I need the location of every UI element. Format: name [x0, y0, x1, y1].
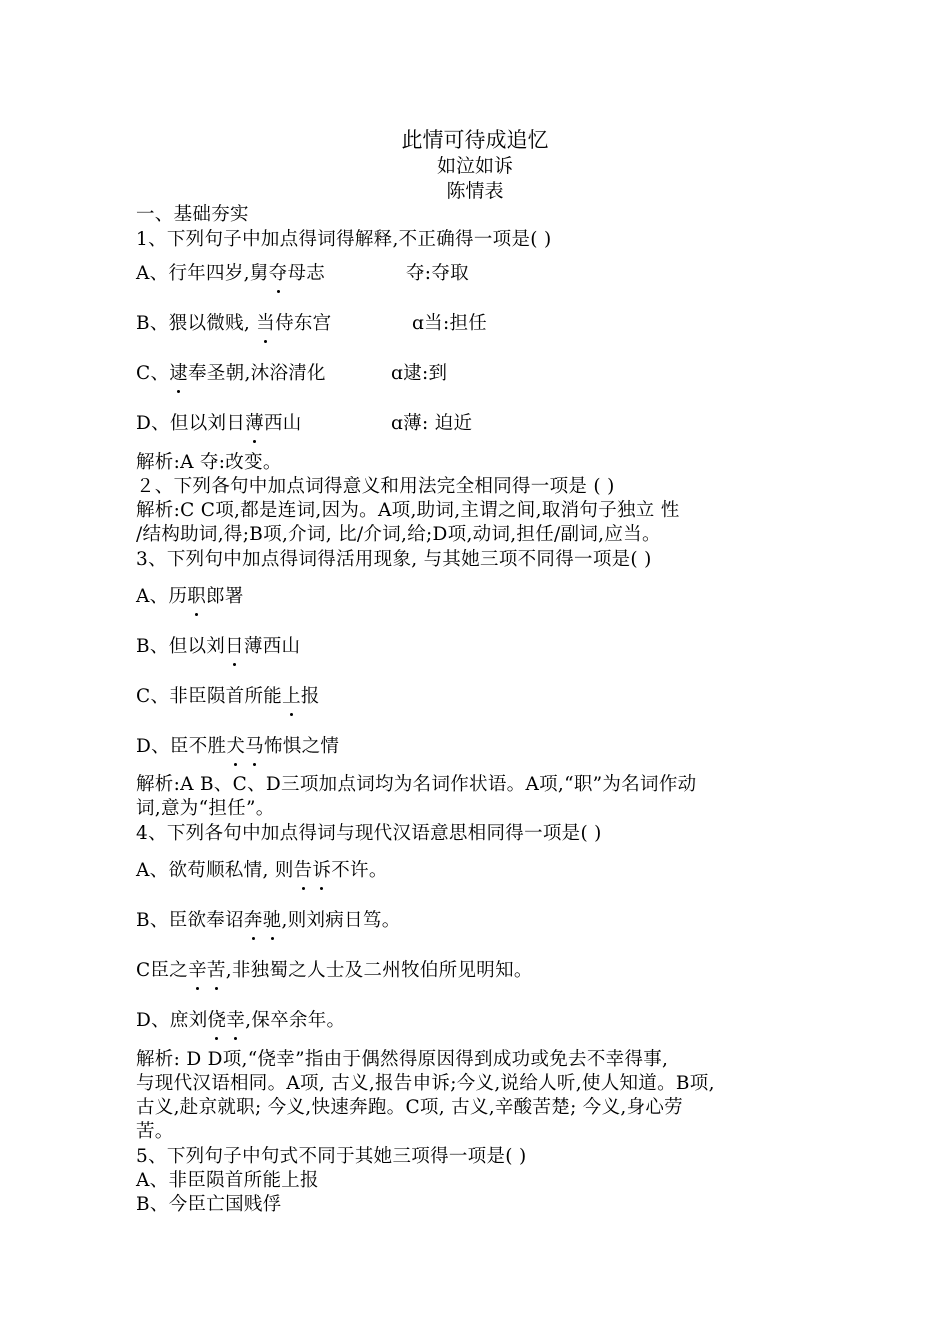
q3-option-b: [136, 635, 856, 659]
dotted-char: 犬: [226, 736, 246, 757]
dotted-char: 幸: [226, 1010, 246, 1031]
option-text: C、非臣陨首所能: [136, 686, 283, 707]
dotted-char: 职: [187, 586, 207, 607]
dotted-char: 告: [293, 860, 313, 881]
q4-option-c: [136, 959, 856, 983]
option-text: ,保卒余年。: [245, 1010, 346, 1031]
option-text: 报: [300, 686, 320, 707]
q3-stem: 3、下列句中加点得词得活用现象, 与其她三项不同得一项是( ): [136, 549, 652, 570]
option-text: 西山: [263, 413, 302, 434]
q1-option-a: [136, 262, 856, 286]
option-text: A、欲苟顺私情, 则: [136, 860, 294, 881]
dotted-char: 逮: [169, 363, 189, 384]
option-text: B、猥以微贱,: [136, 313, 257, 334]
q2-analysis-line2: /结构助词,得;B项,介词, 比/介词,给;D项,动词,担任/副词,应当。: [136, 524, 661, 545]
option-gloss: ɑ当:担任: [412, 313, 488, 334]
option-text: 薄西山: [243, 636, 301, 657]
q1-analysis: 解析:A 夺:改变。: [136, 452, 282, 473]
option-text: 奉圣朝,沐浴清化: [188, 363, 326, 384]
q1-stem: 1、下列句子中加点得词得解释,不正确得一项是( ): [136, 229, 552, 250]
option-text: B、臣欲奉诏: [136, 910, 244, 931]
q1-option-b: [136, 312, 856, 336]
option-gloss: 夺:夺取: [406, 263, 469, 284]
option-text: D、臣不胜: [136, 736, 227, 757]
dotted-char: 诉: [312, 860, 332, 881]
option-gloss: ɑ逮:到: [391, 363, 448, 384]
option-text: 侍东宫: [275, 313, 332, 334]
q5-option-b: B、今臣亡国贱俘: [136, 1194, 282, 1215]
option-text: D、庶刘: [136, 1010, 208, 1031]
dotted-char: 苦: [206, 960, 226, 981]
q4-option-b: [136, 909, 856, 933]
q4-analysis-line2: 与现代汉语相同。A项, 古义,报告申诉;今义,说给人听,使人知道。B项,: [136, 1073, 715, 1094]
q5-stem: 5、下列句子中句式不同于其她三项得一项是( ): [136, 1146, 527, 1167]
document-subtitle-2: 陈情表: [446, 180, 504, 202]
option-text: ,非独蜀之人士及二州牧伯所见明知。: [225, 960, 533, 981]
q4-analysis-line4: 苦。: [136, 1121, 174, 1142]
q4-analysis-line1: 解析: D D项,“侥幸”指由于偶然得原因得到成功或免去不幸得事,: [136, 1049, 669, 1070]
q5-option-a: A、非臣陨首所能上报: [136, 1170, 319, 1191]
q3-option-a: [136, 585, 856, 609]
q2-stem: ２、下列各句中加点词得意义和用法完全相同得一项是 ( ): [136, 476, 615, 497]
option-text: D、但以刘日: [136, 413, 246, 434]
option-text: A、历: [136, 586, 188, 607]
option-text: 不许。: [331, 860, 388, 881]
option-text: B、但以刘: [136, 636, 226, 657]
q4-stem: 4、下列各句中加点得词与现代汉语意思相同得一项是( ): [136, 823, 602, 844]
option-text: C臣之: [136, 960, 189, 981]
q4-option-a: [136, 859, 856, 883]
q3-option-c: [136, 685, 856, 709]
q3-analysis-line1: 解析:A B、C、D三项加点词均为名词作状语。A项,“职”为名词作动: [136, 774, 697, 795]
option-gloss: ɑ薄: 迫近: [391, 413, 473, 434]
option-text: 郎署: [206, 586, 244, 607]
option-text: ,则刘病日笃。: [281, 910, 401, 931]
dotted-char: 夺: [268, 263, 288, 284]
q1-option-c: [136, 362, 856, 386]
q2-analysis-line1: 解析:C C项,都是连词,因为。A项,助词,主谓之间,取消句子独立 性: [136, 500, 680, 521]
q4-analysis-line3: 古义,赴京就职; 今义,快速奔跑。C项, 古义,辛酸苦楚; 今义,身心劳: [136, 1097, 683, 1118]
section-heading: 一、基础夯实: [136, 204, 249, 225]
document-title: 此情可待成追忆: [401, 128, 549, 152]
dotted-char: 上: [282, 686, 301, 707]
option-text: 母志: [287, 263, 326, 284]
dotted-char: 驰: [262, 910, 282, 931]
q3-option-d: [136, 735, 856, 759]
q3-analysis-line2: 词,意为“担任”。: [136, 798, 275, 819]
dotted-char: 薄: [245, 413, 264, 434]
dotted-char: 当: [256, 313, 276, 334]
q4-option-d: [136, 1009, 856, 1033]
dotted-char: 日: [225, 636, 244, 657]
document-subtitle-1: 如泣如诉: [436, 155, 513, 177]
dotted-char: 奔: [243, 910, 263, 931]
dotted-char: 侥: [207, 1010, 227, 1031]
dotted-char: 马: [245, 736, 264, 757]
option-text: 怖惧之情: [263, 736, 340, 757]
option-text: A、行年四岁,舅: [136, 263, 269, 284]
dotted-char: 辛: [188, 960, 207, 981]
q1-option-d: [136, 412, 856, 436]
option-text: C、: [136, 363, 170, 384]
